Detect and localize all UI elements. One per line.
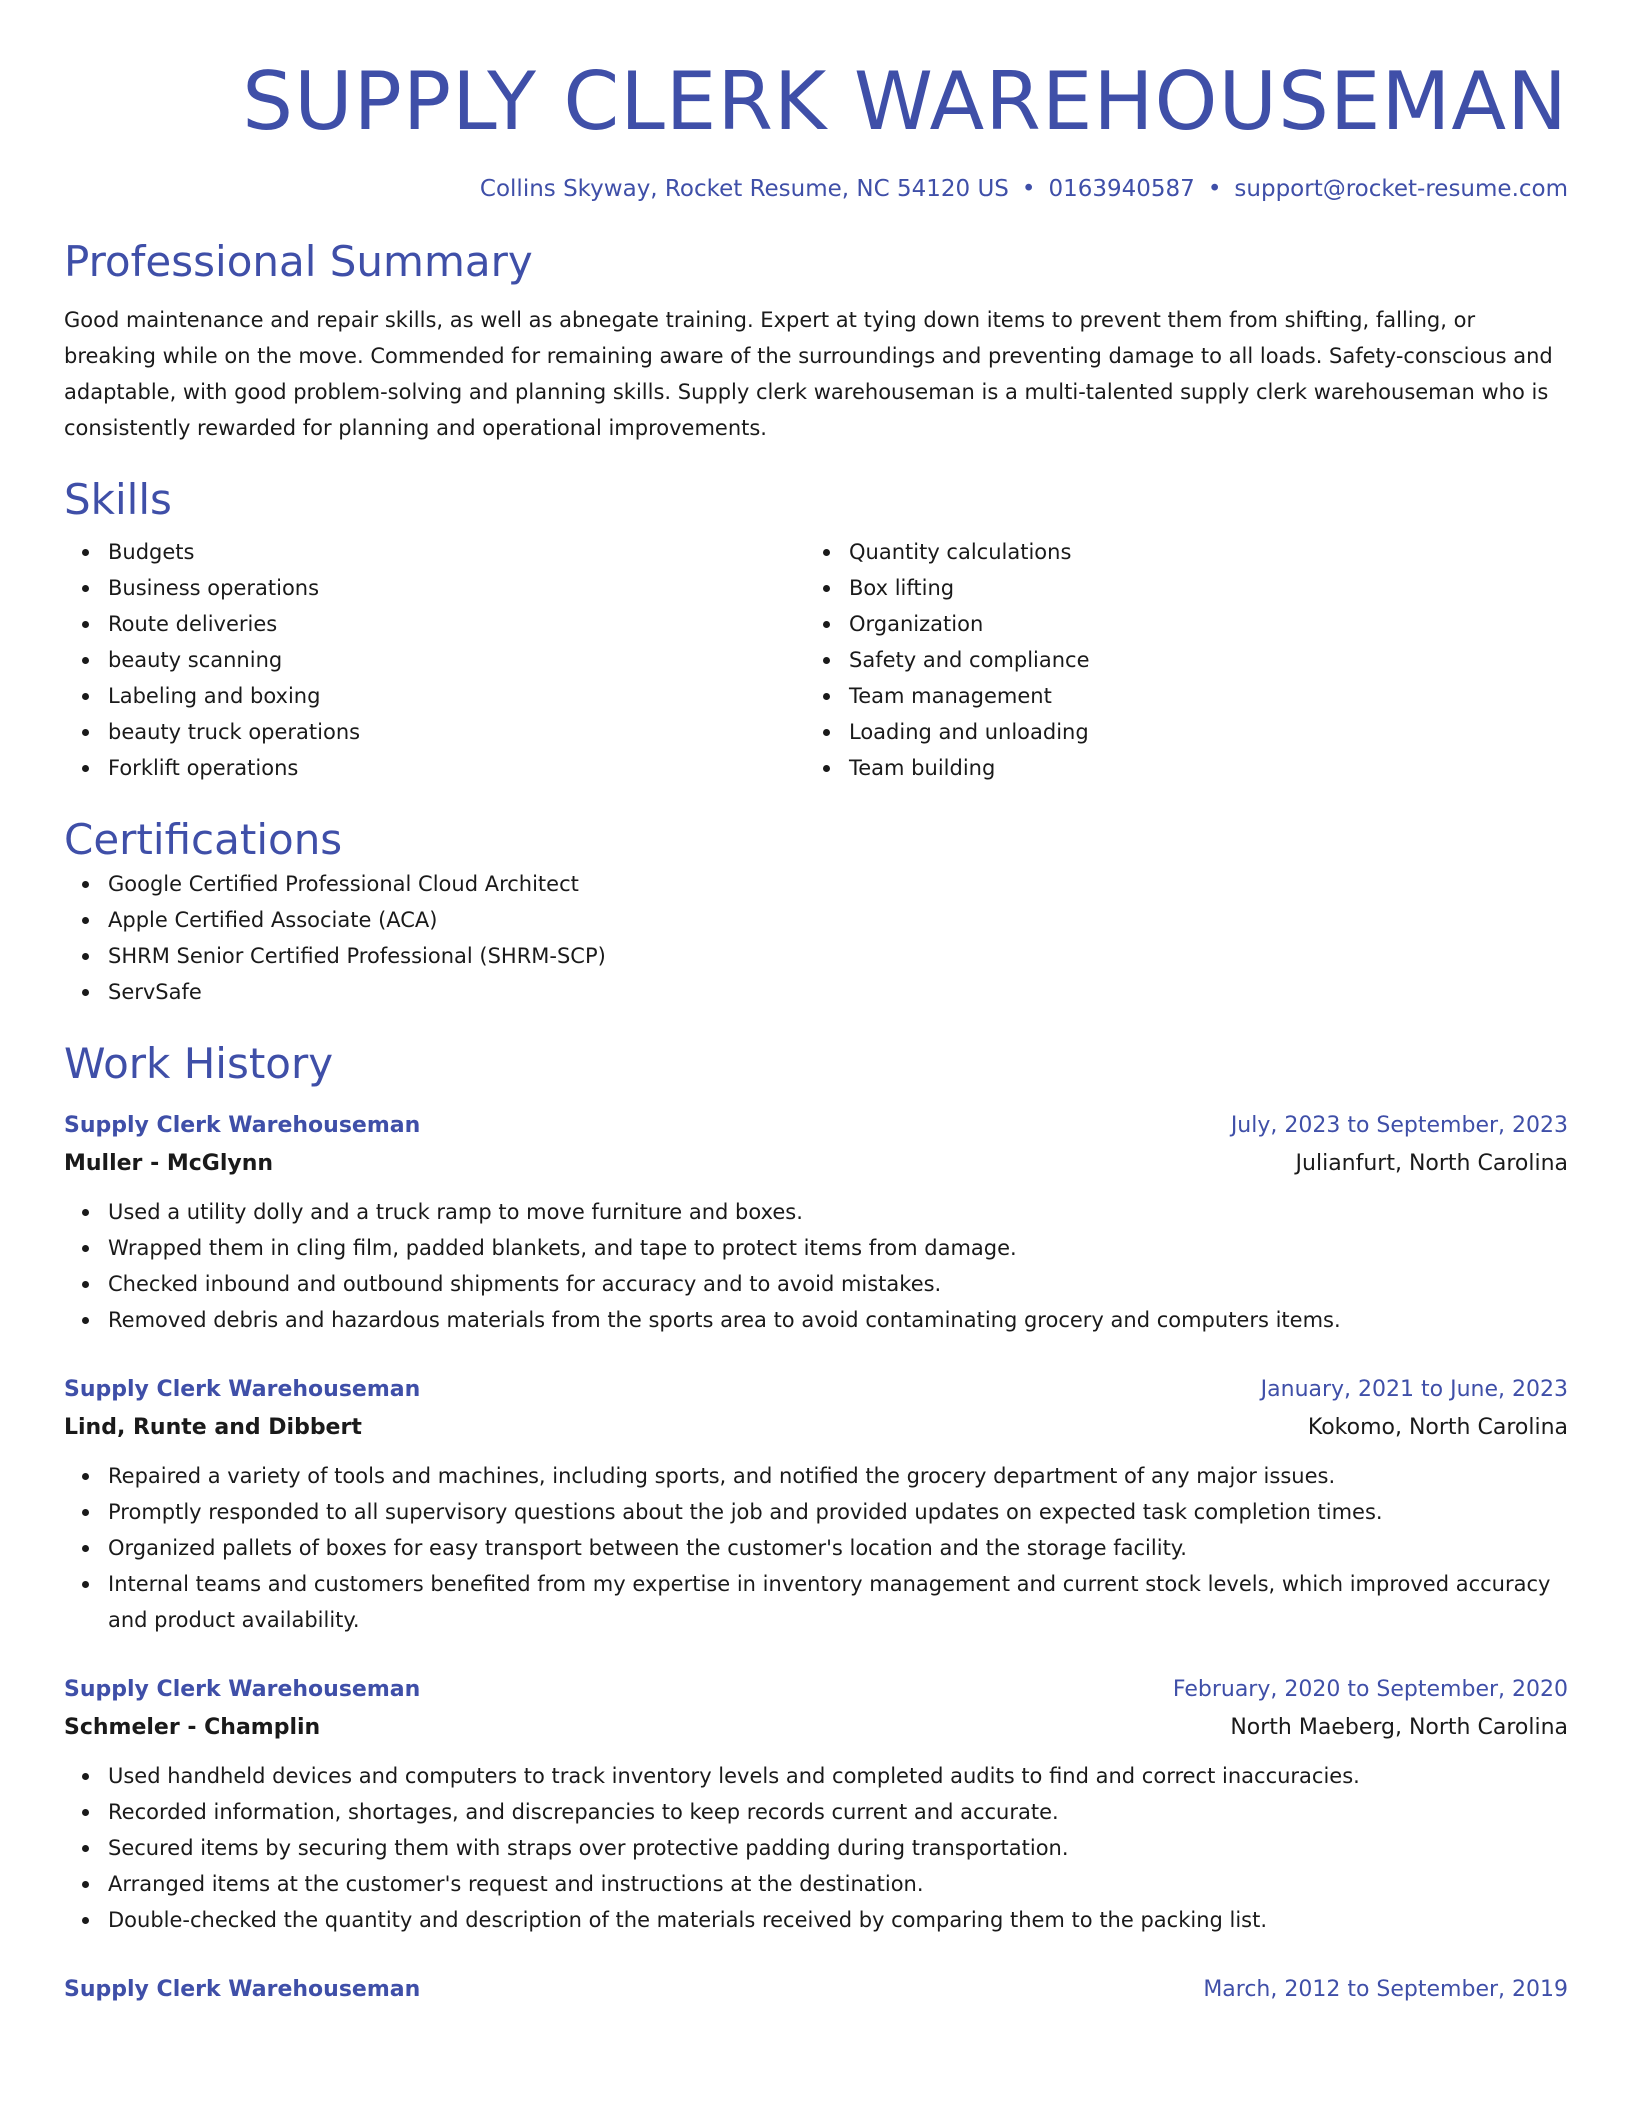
contact-address: Collins Skyway, Rocket Resume, NC 54120 US [479, 176, 1009, 202]
job-bullet: Used handheld devices and computers to track inventory levels and completed audits to find and correct inaccuracies. [108, 1758, 1568, 1794]
job-location: North Maeberg, North Carolina [1230, 1715, 1568, 1740]
certification-item: SHRM Senior Certified Professional (SHRM-SCP) [108, 938, 1568, 974]
skill-item: Labeling and boxing [108, 678, 805, 714]
job-bullet: Used a utility dolly and a truck ramp to move furniture and boxes. [108, 1194, 1568, 1230]
job-dates: March, 2012 to September, 2019 [1203, 1977, 1568, 2002]
job-dates: July, 2023 to September, 2023 [1230, 1113, 1568, 1138]
job-dates: January, 2021 to June, 2023 [1260, 1377, 1568, 1402]
job-bullet: Internal teams and customers benefited from my expertise in inventory management and current stock levels, which improved accuracy and product availability. [108, 1566, 1568, 1638]
job-entry [64, 1972, 1568, 2008]
skill-item: Budgets [108, 534, 805, 570]
contact-phone[interactable]: 0163940587 [1048, 176, 1195, 202]
skill-item: Organization [849, 606, 1546, 642]
job-bullet: Double-checked the quantity and description of the materials received by comparing them to the packing list. [108, 1902, 1568, 1938]
job-bullet: Removed debris and hazardous materials from the sports area to avoid contaminating grocery and computers items. [108, 1302, 1568, 1338]
job-bullets [64, 1758, 1568, 1938]
skill-item: beauty scanning [108, 642, 805, 678]
job-bullet: Repaired a variety of tools and machines, including sports, and notified the grocery department of any major issues. [108, 1458, 1568, 1494]
job-bullet: Organized pallets of boxes for easy transport between the customer's location and the storage facility. [108, 1530, 1568, 1566]
job-header [64, 1972, 1568, 2008]
job-location: Kokomo, North Carolina [1307, 1415, 1568, 1440]
job-header [64, 1672, 1568, 1708]
job-title: Supply Clerk Warehouseman [64, 1113, 421, 1138]
candidate-name: SUPPLY CLERK WAREHOUSEMAN [242, 55, 1568, 148]
skill-item: Team management [849, 678, 1546, 714]
job-dates: February, 2020 to September, 2020 [1172, 1677, 1568, 1702]
skill-item: Forklift operations [108, 750, 805, 786]
job-title: Supply Clerk Warehouseman [64, 1377, 421, 1402]
work-history-heading: Work History [64, 1039, 334, 1088]
job-bullet: Checked inbound and outbound shipments for accuracy and to avoid mistakes. [108, 1266, 1568, 1302]
job-location: Julianfurt, North Carolina [1295, 1151, 1568, 1176]
job-subheader [64, 1144, 1568, 1184]
skill-item: Box lifting [849, 570, 1546, 606]
skill-item: Loading and unloading [849, 714, 1546, 750]
job-company: Lind, Runte and Dibbert [64, 1415, 362, 1440]
certification-item: ServSafe [108, 974, 1568, 1010]
job-entry [64, 1672, 1568, 1938]
certifications-list [64, 866, 1568, 1010]
job-bullet: Promptly responded to all supervisory questions about the job and provided updates on expected task completion times. [108, 1494, 1568, 1530]
skill-item: Team building [849, 750, 1546, 786]
job-entry [64, 1372, 1568, 1638]
skill-item: Business operations [108, 570, 805, 606]
job-bullet: Wrapped them in cling film, padded blankets, and tape to protect items from damage. [108, 1230, 1568, 1266]
job-bullets [64, 1194, 1568, 1338]
job-company: Muller - McGlynn [64, 1151, 274, 1176]
job-header [64, 1372, 1568, 1408]
skills-list [64, 534, 1568, 786]
job-bullet: Secured items by securing them with straps over protective padding during transportation. [108, 1830, 1568, 1866]
job-title: Supply Clerk Warehouseman [64, 1977, 421, 2002]
job-bullets [64, 1458, 1568, 1638]
skill-item: Quantity calculations [849, 534, 1546, 570]
skills-column-right [805, 534, 1546, 786]
summary-heading: Professional Summary [64, 237, 533, 286]
job-title: Supply Clerk Warehouseman [64, 1677, 421, 1702]
skill-item: Route deliveries [108, 606, 805, 642]
skill-item: Safety and compliance [849, 642, 1546, 678]
job-subheader [64, 1708, 1568, 1748]
summary-text: Good maintenance and repair skills, as well as abnegate training. Expert at tying down items to prevent them from shifting, falling, or breaking while on the move. Commended for remaining aware of the surroundings and preventing damage to all loads. Safety-conscious and adaptable, with good problem-solving and planning skills. Supply clerk warehouseman is a multi-talented supply clerk warehouseman who is consistently rewarded for planning and operational improvements. [64, 308, 1553, 440]
job-entry [64, 1108, 1568, 1338]
certification-item: Apple Certified Associate (ACA) [108, 902, 1568, 938]
certifications-heading: Certifications [64, 815, 343, 864]
job-subheader [64, 1408, 1568, 1448]
contact-separator: • [1207, 176, 1222, 202]
contact-line [64, 174, 1568, 204]
job-bullet: Arranged items at the customer's request and instructions at the destination. [108, 1866, 1568, 1902]
job-header [64, 1108, 1568, 1144]
job-bullet: Recorded information, shortages, and discrepancies to keep records current and accurate. [108, 1794, 1568, 1830]
contact-email[interactable]: support@rocket-resume.com [1234, 176, 1568, 202]
skills-heading: Skills [64, 475, 172, 524]
job-company: Schmeler - Champlin [64, 1715, 321, 1740]
skill-item: beauty truck operations [108, 714, 805, 750]
skills-column-left [64, 534, 805, 786]
contact-separator: • [1021, 176, 1036, 202]
certification-item: Google Certified Professional Cloud Architect [108, 866, 1568, 902]
